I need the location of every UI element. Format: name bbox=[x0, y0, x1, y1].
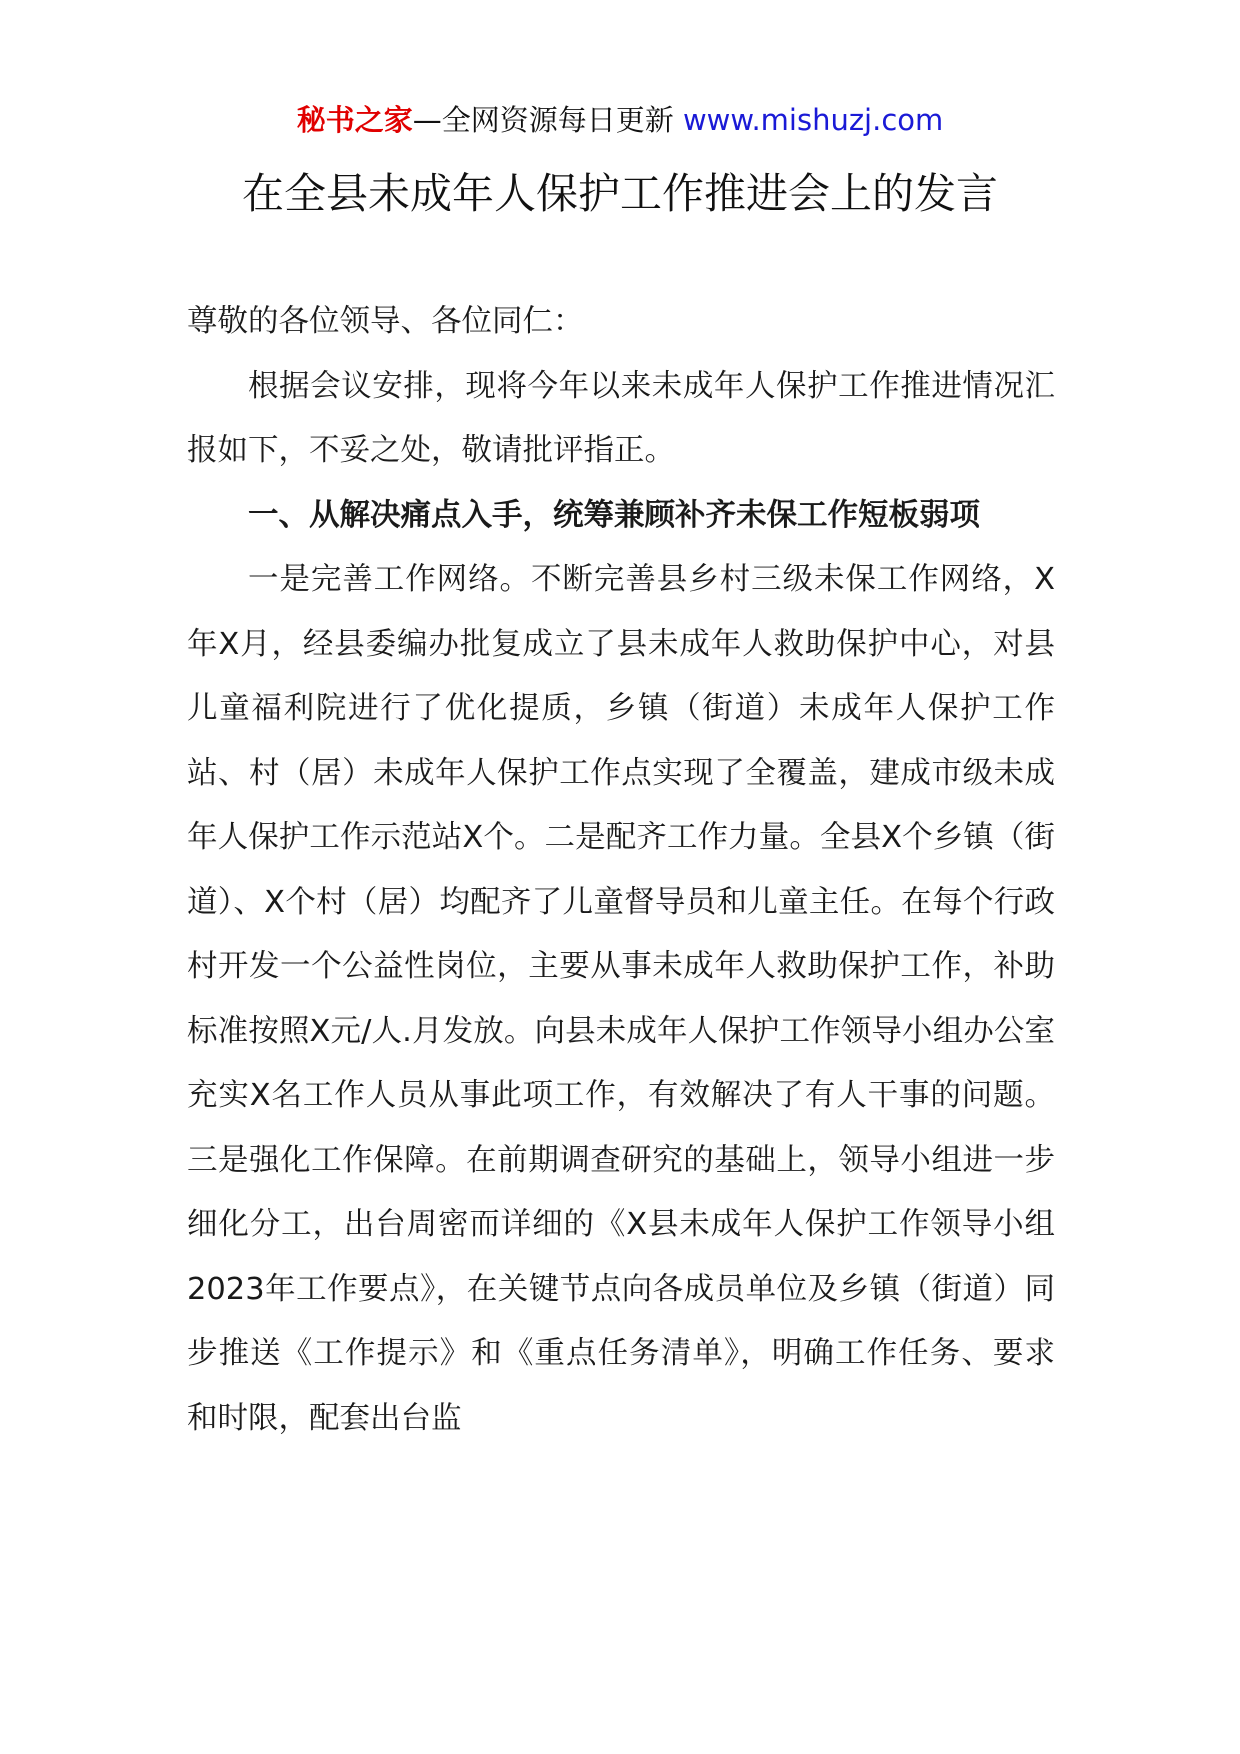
section-paragraph-1: 一是完善工作网络。不断完善县乡村三级未保工作网络，X年X月，经县委编办批复成立了县未成年人救助保护中心，对县儿童福利院进行了优化提质，乡镇（街道）未成年人保护工作站、村（居）未成年人保护工作点实现了全覆盖，建成市级未成年人保护工作示范站X个。二是配齐工作力量。全县X个乡镇（街道）、X个村（居）均配齐了儿童督导员和儿童主任。在每个行政村开发一个公益性岗位，主要从事未成年人救助保护工作，补助标准按照X元/人.月发放。向县未成年人保护工作领导小组办公室充实X名工作人员从事此项工作，有效解决了有人干事的问题。三是强化工作保障。在前期调查研究的基础上，领导小组进一步细化分工，出台周密而详细的《X县未成年人保护工作领导小组2023年工作要点》，在关键节点向各成员单位及乡镇（街道）同步推送《工作提示》和《重点任务清单》，明确工作任务、要求和时限，配套出台监 bbox=[187, 562, 1055, 1436]
document-title: 在全县未成年人保护工作推进会上的发言 bbox=[241, 169, 998, 218]
section-heading-1: 一、从解决痛点入手，统筹兼顾补齐未保工作短板弱项 bbox=[248, 497, 980, 533]
intro-paragraph: 根据会议安排，现将今年以来未成年人保护工作推进情况汇报如下，不妥之处，敬请批评指正。 bbox=[187, 368, 1055, 468]
document-body bbox=[187, 290, 1055, 1451]
site-brand: 秘书之家 bbox=[296, 103, 413, 137]
site-slogan: —全网资源每日更新 bbox=[412, 103, 683, 137]
site-url-link[interactable]: www.mishuzj.com bbox=[682, 103, 944, 137]
salutation: 尊敬的各位领导、各位同仁： bbox=[187, 304, 584, 339]
site-header bbox=[0, 100, 1240, 140]
